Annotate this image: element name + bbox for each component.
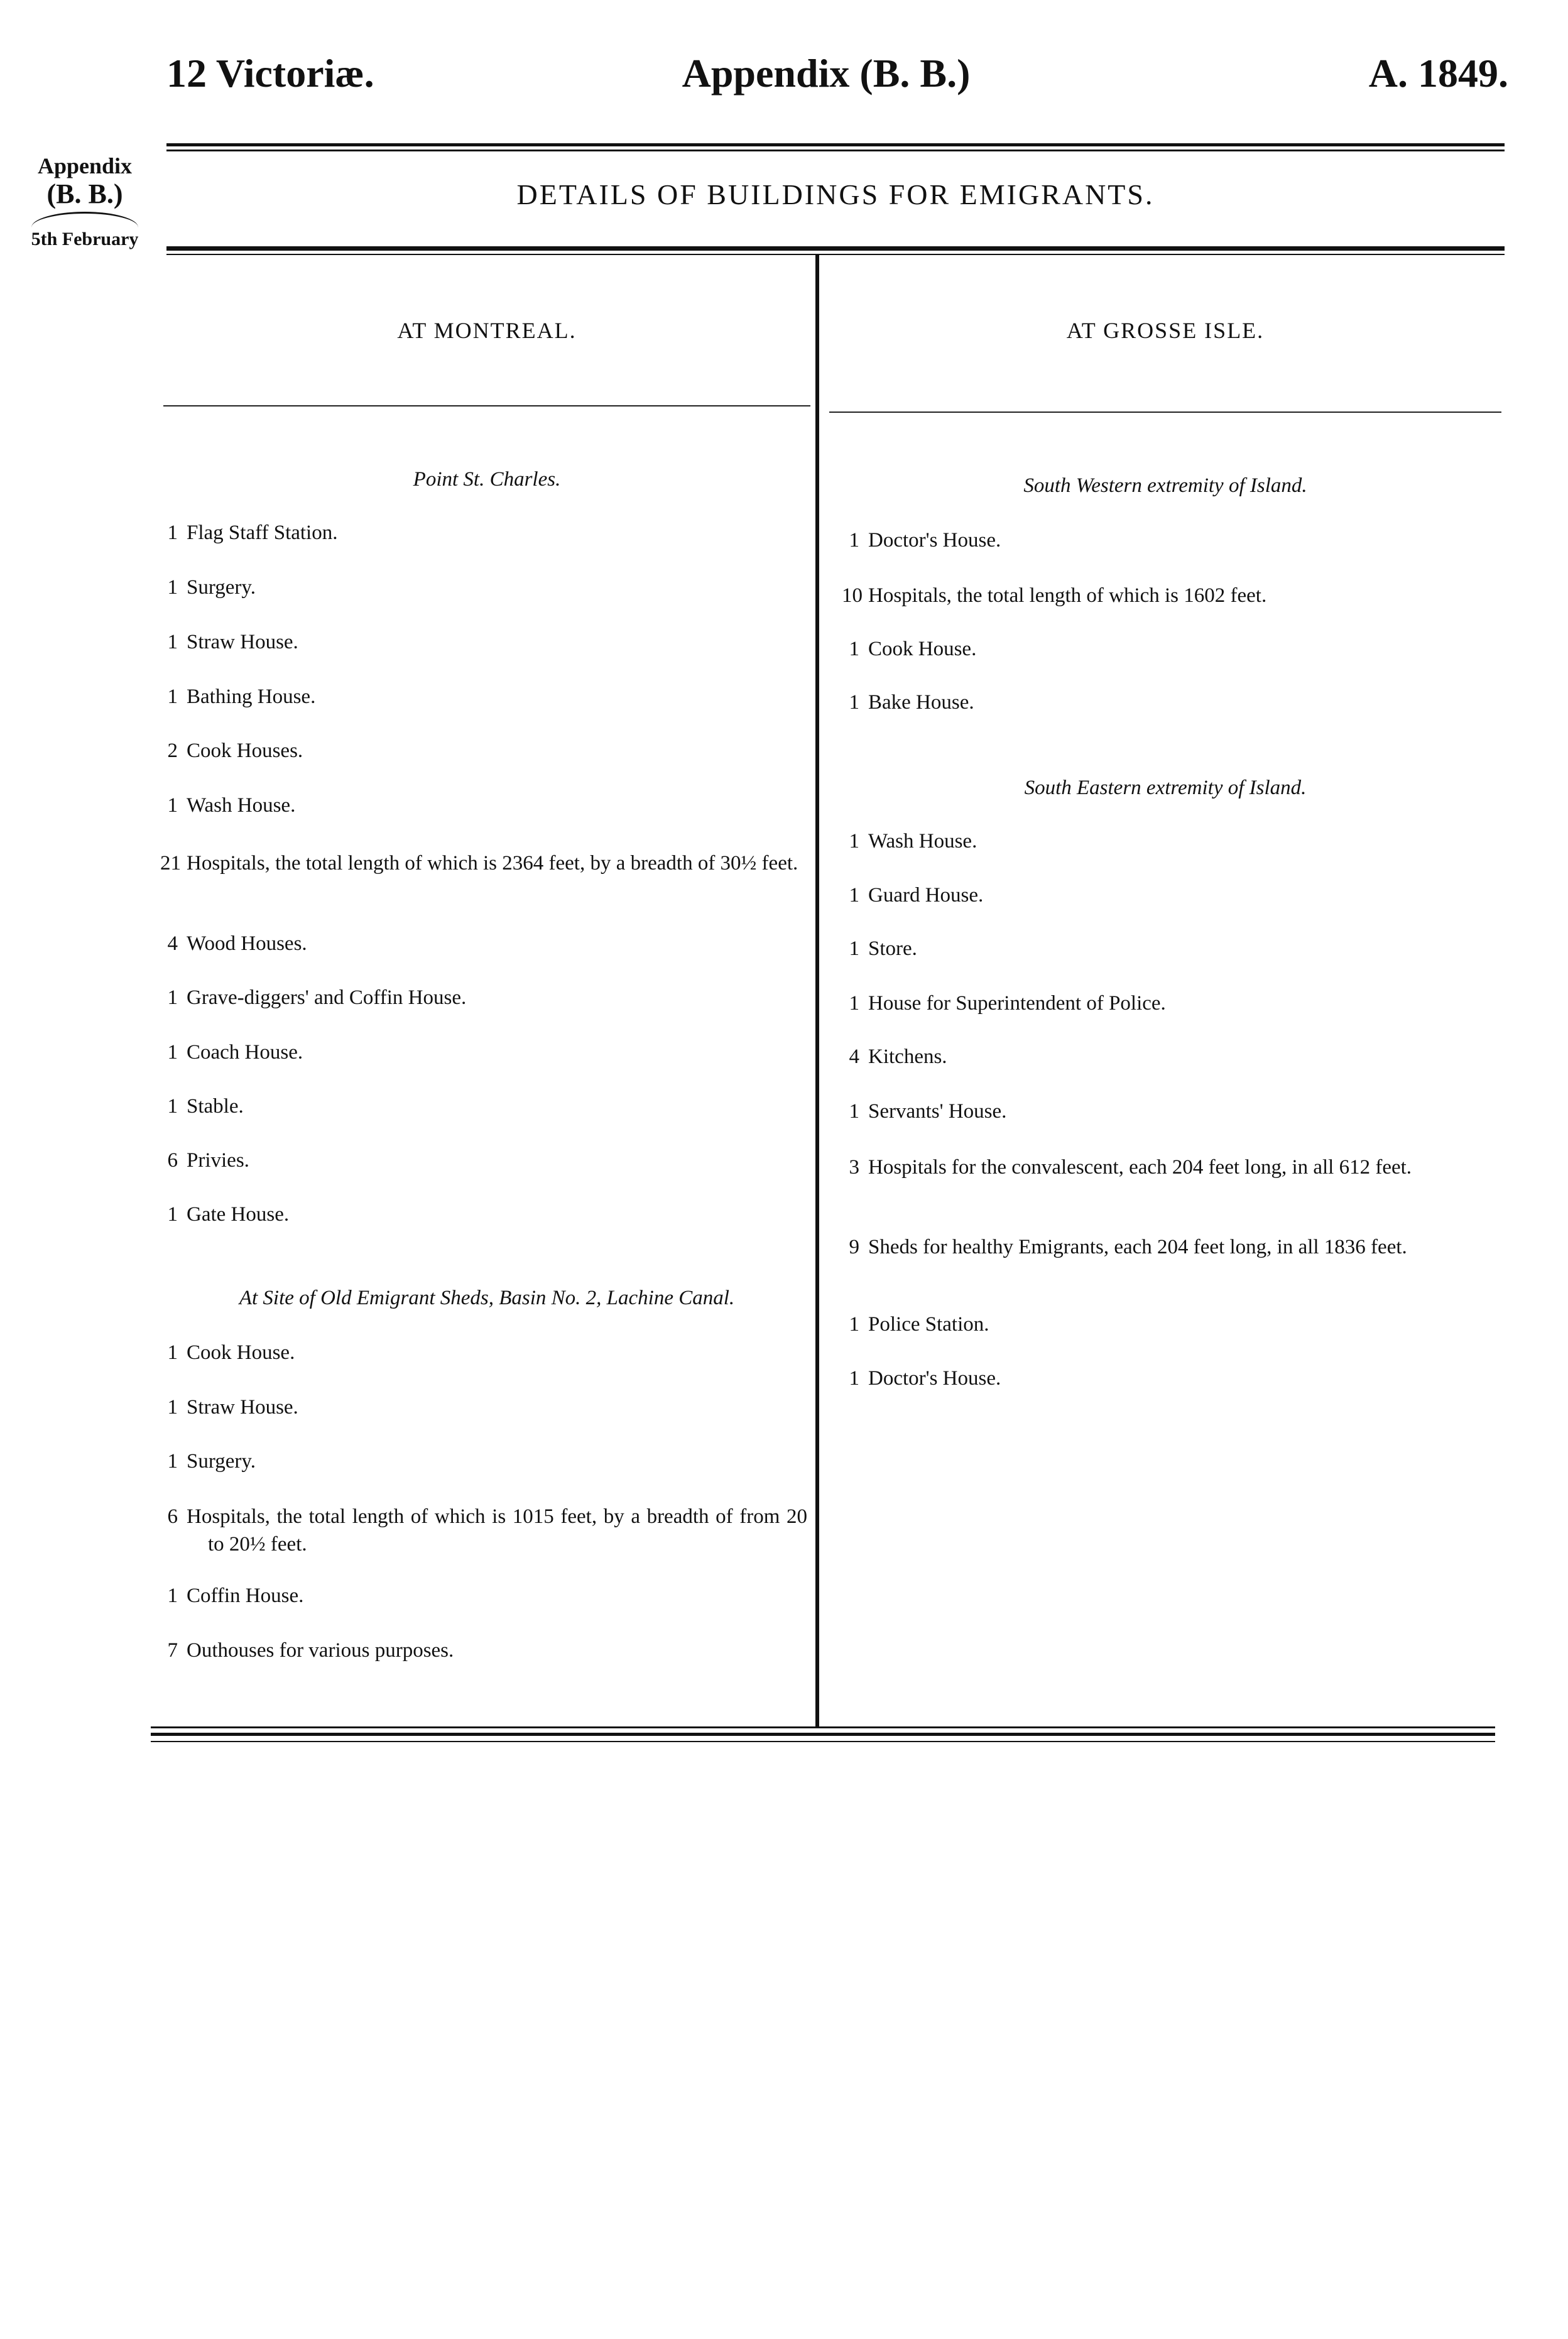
list-item bbox=[160, 519, 807, 547]
header-rule-thin bbox=[166, 143, 1505, 146]
item-count: 1 bbox=[167, 1450, 178, 1473]
header-center: Appendix (B. B.) bbox=[682, 51, 971, 95]
list-item bbox=[160, 1582, 807, 1610]
item-text: Doctor's House. bbox=[868, 529, 1001, 552]
item-count: 4 bbox=[167, 932, 178, 955]
item-text: Coffin House. bbox=[187, 1584, 304, 1607]
item-count: 1 bbox=[849, 992, 859, 1015]
list-item bbox=[160, 984, 807, 1011]
section-title: At Site of Old Emigrant Sheds, Basin No. 2, Lachine Canal. bbox=[239, 1287, 735, 1309]
item-count: 3 bbox=[849, 1156, 859, 1179]
item-count: 1 bbox=[167, 521, 178, 544]
list-item bbox=[160, 1393, 807, 1421]
item-text: Outhouses for various purposes. bbox=[187, 1639, 454, 1662]
list-item bbox=[160, 1637, 807, 1664]
item-text: Grave-diggers' and Coffin House. bbox=[187, 986, 467, 1009]
margin-note-line3: 5th February bbox=[31, 228, 139, 249]
item-text: Cook Houses. bbox=[187, 739, 303, 762]
item-text: Hospitals, the total length of which is 1602 feet. bbox=[868, 584, 1267, 607]
margin-note-line1: Appendix bbox=[37, 153, 133, 178]
list-item bbox=[842, 582, 1501, 609]
item-count: 1 bbox=[167, 1341, 178, 1364]
item-text: Wash House. bbox=[187, 794, 296, 817]
list-item bbox=[842, 827, 1501, 855]
margin-note-line2: (B. B.) bbox=[46, 178, 123, 209]
item-text: House for Superintendent of Police. bbox=[868, 992, 1166, 1015]
item-text: Privies. bbox=[187, 1149, 249, 1172]
list-item bbox=[160, 683, 807, 711]
item-text: Coach House. bbox=[187, 1041, 303, 1064]
item-text: Servants' House. bbox=[868, 1100, 1007, 1123]
item-count: 1 bbox=[849, 638, 859, 660]
item-text: Police Station. bbox=[868, 1313, 989, 1336]
item-count: 1 bbox=[167, 794, 178, 817]
item-text: Wood Houses. bbox=[187, 932, 307, 955]
list-item bbox=[160, 1503, 807, 1558]
list-item bbox=[160, 1201, 807, 1228]
list-item bbox=[160, 574, 807, 601]
right-heading-rule bbox=[829, 412, 1501, 413]
item-count: 1 bbox=[167, 1203, 178, 1226]
item-text: Sheds for healthy Emigrants, each 204 feet long, in all 1836 feet. bbox=[868, 1236, 1407, 1258]
title-rule-thin bbox=[166, 254, 1505, 255]
item-text: Hospitals for the convalescent, each 204 feet long, in all 612 feet. bbox=[868, 1156, 1412, 1179]
header-right: A. 1849. bbox=[1368, 51, 1508, 95]
header-left: 12 Victoriæ. bbox=[166, 51, 374, 95]
item-text: Hospitals, the total length of which is 2364 feet, by a breadth of 30½ feet. bbox=[187, 852, 798, 875]
list-item bbox=[160, 1039, 807, 1066]
list-item bbox=[842, 935, 1501, 962]
item-count: 6 bbox=[167, 1505, 178, 1528]
list-item bbox=[160, 849, 807, 877]
section-title: South Western extremity of Island. bbox=[1023, 474, 1307, 497]
list-item bbox=[160, 1093, 807, 1120]
item-count: 1 bbox=[849, 937, 859, 960]
list-item bbox=[160, 792, 807, 819]
list-item bbox=[160, 1339, 807, 1366]
item-text: Flag Staff Station. bbox=[187, 521, 338, 544]
header-rule-thin-2 bbox=[166, 150, 1505, 151]
list-item bbox=[842, 1098, 1501, 1125]
item-count: 4 bbox=[849, 1045, 859, 1068]
list-item bbox=[160, 737, 807, 765]
item-count: 1 bbox=[167, 1095, 178, 1118]
item-text: Stable. bbox=[187, 1095, 244, 1118]
item-count: 1 bbox=[167, 986, 178, 1009]
column-divider bbox=[815, 255, 819, 1728]
item-count: 1 bbox=[167, 685, 178, 708]
item-text: Wash House. bbox=[868, 830, 977, 853]
bottom-rule-3 bbox=[151, 1741, 1495, 1742]
list-item bbox=[160, 628, 807, 656]
item-count: 1 bbox=[849, 1100, 859, 1123]
item-count: 1 bbox=[167, 576, 178, 599]
margin-brace bbox=[31, 212, 138, 227]
left-heading-rule bbox=[163, 405, 810, 406]
list-item bbox=[842, 990, 1501, 1017]
bottom-rule-2 bbox=[151, 1733, 1495, 1736]
item-text: Straw House. bbox=[187, 631, 298, 653]
item-count: 1 bbox=[167, 631, 178, 653]
item-count: 9 bbox=[849, 1236, 859, 1258]
item-count: 7 bbox=[167, 1639, 178, 1662]
page-title: DETAILS OF BUILDINGS FOR EMIGRANTS. bbox=[516, 178, 1155, 210]
list-item bbox=[842, 881, 1501, 909]
item-text: Straw House. bbox=[187, 1396, 298, 1419]
list-item bbox=[160, 1147, 807, 1174]
item-text: Guard House. bbox=[868, 884, 984, 907]
item-text: Doctor's House. bbox=[868, 1367, 1001, 1390]
item-text: Surgery. bbox=[187, 1450, 256, 1473]
item-count: 2 bbox=[167, 739, 178, 762]
item-count: 6 bbox=[167, 1149, 178, 1172]
item-count: 1 bbox=[849, 830, 859, 853]
item-count: 10 bbox=[842, 584, 863, 607]
item-text: Bathing House. bbox=[187, 685, 316, 708]
item-text: Gate House. bbox=[187, 1203, 290, 1226]
list-item bbox=[842, 1365, 1501, 1392]
margin-note bbox=[13, 154, 157, 249]
list-item bbox=[842, 526, 1501, 554]
list-item bbox=[842, 1043, 1501, 1071]
item-count: 21 bbox=[160, 852, 181, 875]
item-count: 1 bbox=[849, 1313, 859, 1336]
section-title: Point St. Charles. bbox=[413, 468, 561, 491]
list-item bbox=[842, 689, 1501, 716]
item-count: 1 bbox=[849, 691, 859, 714]
list-item bbox=[842, 1311, 1501, 1338]
item-text: Hospitals, the total length of which is 1015 feet, by a breadth of from 20 to 20½ feet. bbox=[187, 1505, 807, 1556]
list-item bbox=[842, 1153, 1501, 1181]
item-text: Surgery. bbox=[187, 576, 256, 599]
item-count: 1 bbox=[167, 1041, 178, 1064]
item-count: 1 bbox=[849, 884, 859, 907]
section-title: South Eastern extremity of Island. bbox=[1024, 777, 1307, 799]
item-text: Cook House. bbox=[868, 638, 977, 660]
right-column-heading: AT GROSSE ISLE. bbox=[1066, 318, 1265, 343]
item-count: 1 bbox=[849, 1367, 859, 1390]
item-count: 1 bbox=[167, 1584, 178, 1607]
bottom-rule-1 bbox=[151, 1726, 1495, 1728]
item-count: 1 bbox=[167, 1396, 178, 1419]
item-text: Bake House. bbox=[868, 691, 974, 714]
item-text: Store. bbox=[868, 937, 917, 960]
item-text: Kitchens. bbox=[868, 1045, 947, 1068]
left-column-heading: AT MONTREAL. bbox=[397, 318, 577, 343]
list-item bbox=[160, 1448, 807, 1475]
list-item bbox=[160, 930, 807, 957]
list-item bbox=[842, 1233, 1501, 1261]
list-item bbox=[842, 635, 1501, 663]
title-rule-thick bbox=[166, 246, 1505, 251]
item-count: 1 bbox=[849, 529, 859, 552]
item-text: Cook House. bbox=[187, 1341, 295, 1364]
